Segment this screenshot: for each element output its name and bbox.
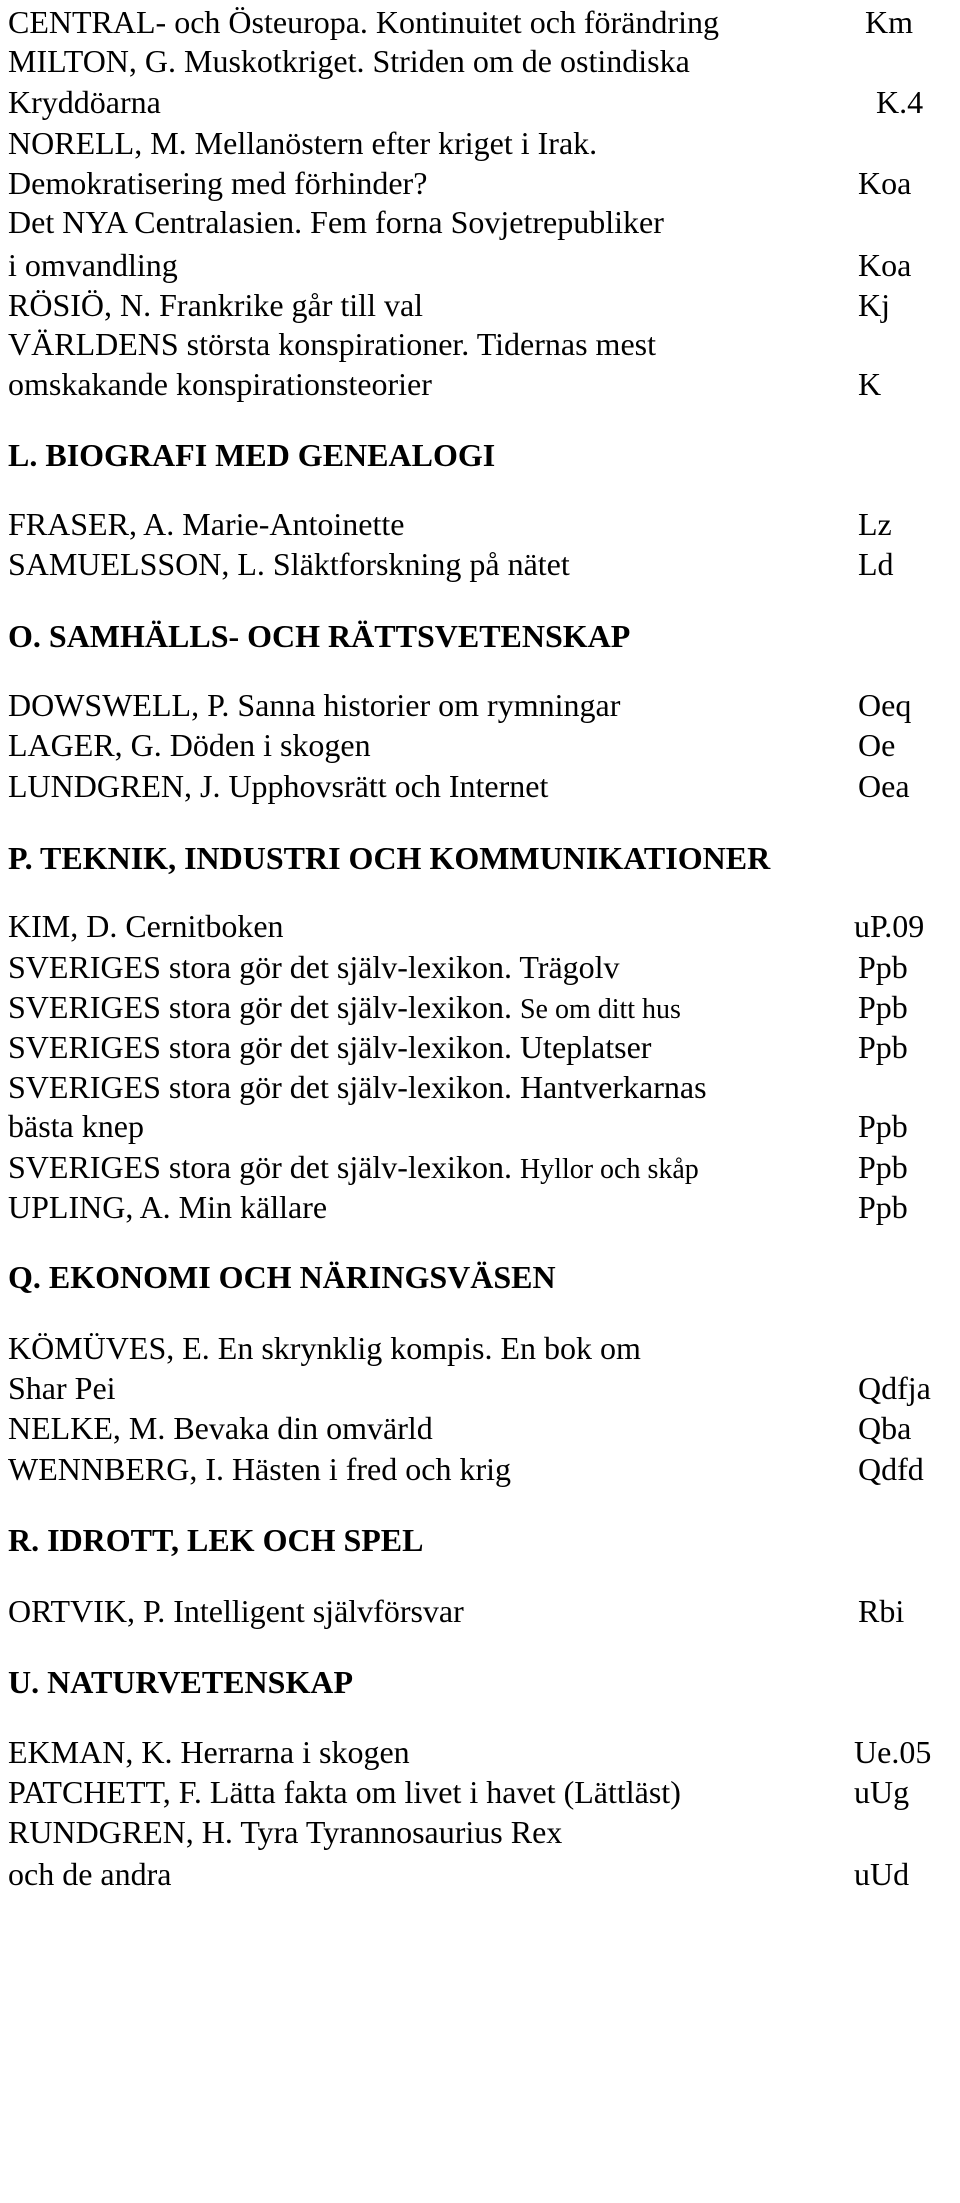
section-heading bbox=[8, 836, 960, 880]
shelf-code: Koa bbox=[858, 165, 912, 201]
entry-text: SVERIGES stora gör det själv-lexikon. Uteplatser bbox=[8, 1029, 652, 1065]
section-heading bbox=[8, 1518, 960, 1562]
entry-text: KÖMÜVES, E. En skrynklig kompis. En bok om bbox=[8, 1330, 641, 1366]
catalog-entry bbox=[8, 0, 960, 44]
catalog-entry bbox=[8, 39, 960, 83]
entry-text: CENTRAL- och Östeuropa. Kontinuitet och förändring bbox=[8, 4, 719, 40]
entry-text: NELKE, M. Bevaka din omvärld bbox=[8, 1410, 433, 1446]
shelf-code: Rbi bbox=[858, 1593, 905, 1629]
shelf-code: Ppb bbox=[858, 1189, 908, 1225]
section-heading bbox=[8, 614, 960, 658]
catalog-entry bbox=[8, 1447, 960, 1491]
catalog-entry bbox=[8, 283, 960, 327]
catalog-entry bbox=[8, 904, 960, 948]
entry-text: SVERIGES stora gör det själv-lexikon. Hyllor och skåp bbox=[8, 1149, 699, 1185]
shelf-code: Oeq bbox=[858, 687, 912, 723]
shelf-code: Kj bbox=[858, 287, 890, 323]
entry-text: och de andra bbox=[8, 1856, 172, 1892]
entry-text: MILTON, G. Muskotkriget. Striden om de ostindiska bbox=[8, 43, 690, 79]
catalog-entry bbox=[8, 243, 960, 287]
shelf-code: Ue.05 bbox=[854, 1734, 932, 1770]
catalog-entry bbox=[8, 121, 960, 165]
entry-text: SAMUELSSON, L. Släktforskning på nätet bbox=[8, 546, 570, 582]
section-heading bbox=[8, 1255, 960, 1299]
entry-text: Shar Pei bbox=[8, 1370, 116, 1406]
entry-text: DOWSWELL, P. Sanna historier om rymningar bbox=[8, 687, 621, 723]
entry-text: WENNBERG, I. Hästen i fred och krig bbox=[8, 1451, 511, 1487]
shelf-code: Ld bbox=[858, 546, 894, 582]
catalog-entry bbox=[8, 362, 960, 406]
entry-text: EKMAN, K. Herrarna i skogen bbox=[8, 1734, 410, 1770]
catalog-entry bbox=[8, 1185, 960, 1229]
shelf-code: K.4 bbox=[876, 84, 924, 120]
shelf-code: Ppb bbox=[858, 1149, 908, 1185]
entry-text: L. BIOGRAFI MED GENEALOGI bbox=[8, 437, 496, 473]
entry-text: RÖSIÖ, N. Frankrike går till val bbox=[8, 287, 424, 323]
entry-text: UPLING, A. Min källare bbox=[8, 1189, 328, 1225]
shelf-code: Qdfja bbox=[858, 1370, 931, 1406]
section-heading bbox=[8, 1660, 960, 1704]
catalog-entry bbox=[8, 1810, 960, 1854]
entry-text: O. SAMHÄLLS- OCH RÄTTSVETENSKAP bbox=[8, 618, 631, 654]
catalog-entry bbox=[8, 1104, 960, 1148]
catalog-entry bbox=[8, 322, 960, 366]
entry-text: P. TEKNIK, INDUSTRI OCH KOMMUNIKATIONER bbox=[8, 840, 771, 876]
entry-text: bästa knep bbox=[8, 1108, 144, 1144]
entry-text: Q. EKONOMI OCH NÄRINGSVÄSEN bbox=[8, 1259, 556, 1295]
entry-text: U. NATURVETENSKAP bbox=[8, 1664, 353, 1700]
entry-text: FRASER, A. Marie-Antoinette bbox=[8, 506, 405, 542]
entry-text: LUNDGREN, J. Upphovsrätt och Internet bbox=[8, 768, 549, 804]
catalog-entry bbox=[8, 200, 960, 244]
shelf-code: Oea bbox=[858, 768, 910, 804]
entry-text: R. IDROTT, LEK OCH SPEL bbox=[8, 1522, 424, 1558]
catalog-entry bbox=[8, 1025, 960, 1069]
entry-text: ORTVIK, P. Intelligent självförsvar bbox=[8, 1593, 464, 1629]
entry-text: NORELL, M. Mellanöstern efter kriget i Irak. bbox=[8, 125, 598, 161]
catalog-entry bbox=[8, 1852, 960, 1896]
shelf-code: Ppb bbox=[858, 989, 908, 1025]
entry-text: PATCHETT, F. Lätta fakta om livet i havet (Lättläst) bbox=[8, 1774, 681, 1810]
catalog-entry bbox=[8, 1406, 960, 1450]
entry-text-tail: Hyllor och skåp bbox=[519, 1154, 699, 1185]
catalog-entry bbox=[8, 1366, 960, 1410]
catalog-entry bbox=[8, 945, 960, 989]
entry-text: SVERIGES stora gör det själv-lexikon. Hantverkarnas bbox=[8, 1069, 707, 1105]
entry-text: omskakande konspirationsteorier bbox=[8, 366, 432, 402]
shelf-code: Lz bbox=[858, 506, 892, 542]
entry-text-tail: Se om ditt hus bbox=[519, 994, 681, 1025]
catalog-entry bbox=[8, 1065, 960, 1109]
entry-text: SVERIGES stora gör det själv-lexikon. Trägolv bbox=[8, 949, 620, 985]
entry-text: KIM, D. Cernitboken bbox=[8, 908, 284, 944]
shelf-code: Ppb bbox=[858, 1029, 908, 1065]
shelf-code: Qba bbox=[858, 1410, 912, 1446]
catalog-entry bbox=[8, 80, 960, 124]
shelf-code: Oe bbox=[858, 727, 896, 763]
shelf-code: K bbox=[858, 366, 882, 402]
catalog-entry bbox=[8, 161, 960, 205]
shelf-code: Qdfd bbox=[858, 1451, 924, 1487]
entry-text: VÄRLDENS största konspirationer. Tidernas mest bbox=[8, 326, 656, 362]
shelf-code: uUg bbox=[854, 1774, 910, 1810]
shelf-code: Km bbox=[865, 4, 913, 40]
catalog-entry bbox=[8, 985, 960, 1029]
section-heading bbox=[8, 433, 960, 477]
entry-text: Det NYA Centralasien. Fem forna Sovjetrepubliker bbox=[8, 204, 664, 240]
catalog-entry bbox=[8, 764, 960, 808]
shelf-code: Ppb bbox=[858, 949, 908, 985]
entry-text: Demokratisering med förhinder? bbox=[8, 165, 428, 201]
catalog-entry bbox=[8, 683, 960, 727]
catalog-entry bbox=[8, 1730, 960, 1774]
shelf-code: Ppb bbox=[858, 1108, 908, 1144]
shelf-code: Koa bbox=[858, 247, 912, 283]
shelf-code: uUd bbox=[854, 1856, 910, 1892]
entry-text: RUNDGREN, H. Tyra Tyrannosaurius Rex bbox=[8, 1814, 563, 1850]
catalog-entry bbox=[8, 502, 960, 546]
catalog-entry bbox=[8, 723, 960, 767]
catalog-entry bbox=[8, 1326, 960, 1370]
entry-text: LAGER, G. Döden i skogen bbox=[8, 727, 371, 763]
shelf-code: uP.09 bbox=[854, 908, 925, 944]
entry-text: SVERIGES stora gör det själv-lexikon. Se om ditt hus bbox=[8, 989, 681, 1025]
catalog-entry bbox=[8, 1770, 960, 1814]
catalog-entry bbox=[8, 1145, 960, 1189]
entry-text: Kryddöarna bbox=[8, 84, 161, 120]
catalog-entry bbox=[8, 1589, 960, 1633]
catalog-entry bbox=[8, 542, 960, 586]
entry-text: i omvandling bbox=[8, 247, 178, 283]
